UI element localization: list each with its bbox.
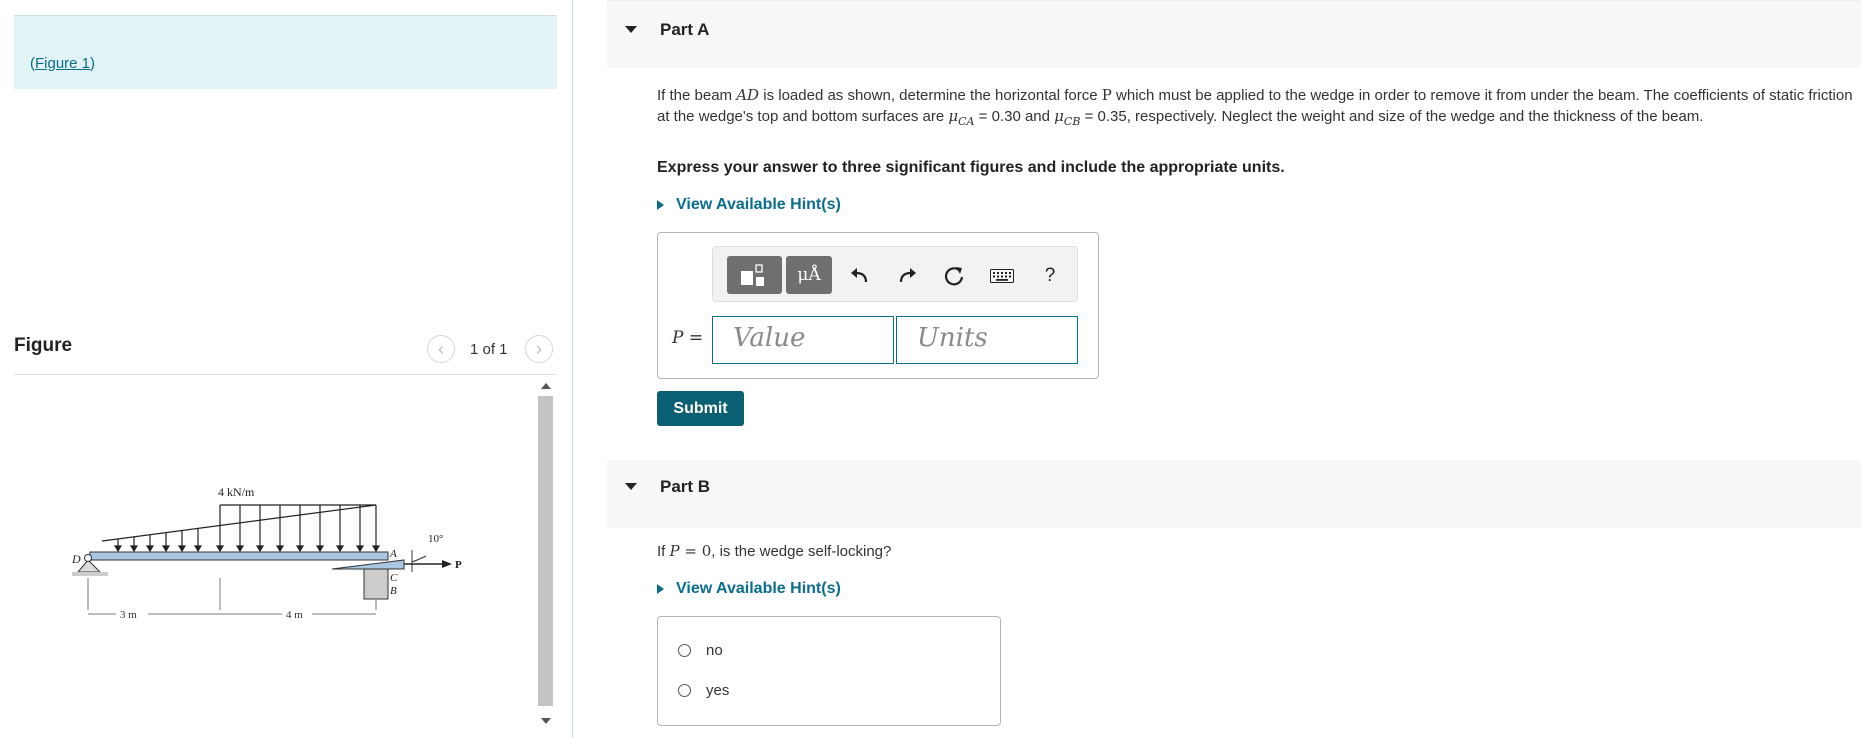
previous-figure-button[interactable]: [427, 335, 455, 363]
answer-label-text: P =: [672, 328, 704, 348]
pane-divider[interactable]: [572, 0, 573, 738]
math-P: P: [1101, 86, 1112, 104]
angle-label: 10°: [428, 533, 444, 545]
wedge: [332, 560, 404, 569]
beam-wedge-diagram: [70, 470, 490, 630]
figure-link-paren-open: (: [30, 55, 35, 72]
chevron-left-icon: ‹: [438, 338, 444, 359]
figure-link-paren-close: ): [90, 55, 96, 72]
option-label: yes: [706, 682, 730, 699]
part-b-header[interactable]: [607, 460, 1861, 528]
redo-button[interactable]: [893, 262, 921, 290]
collapse-caret-icon[interactable]: [625, 26, 637, 33]
beam-AD: [90, 552, 388, 560]
figure-title: Figure: [14, 335, 73, 356]
option-no[interactable]: [678, 642, 723, 659]
hint-label: View Available Hint(s): [676, 196, 841, 213]
point-B-label: B: [390, 585, 397, 597]
units-button[interactable]: [786, 256, 832, 294]
part-b-question: [657, 542, 891, 560]
dimension-3m: 3 m: [120, 609, 137, 621]
keyboard-icon: [990, 269, 1014, 283]
radio-icon[interactable]: [678, 684, 691, 697]
templates-button[interactable]: [727, 256, 782, 294]
part-a-problem-text: [657, 85, 1857, 132]
distributed-load-arrows: [102, 505, 379, 551]
options-box: [657, 616, 1001, 726]
next-figure-button[interactable]: [525, 335, 553, 363]
part-a-header[interactable]: [607, 0, 1861, 68]
part-b-title: Part B: [660, 477, 711, 496]
reset-button[interactable]: [940, 262, 968, 290]
math-mu: μ: [948, 107, 959, 125]
question-text: , is the wedge self-locking?: [711, 543, 892, 560]
question-text: If: [657, 543, 670, 560]
math-subscript-CA: CA: [958, 115, 975, 128]
problem-text: is loaded as shown, determine the horizontal force: [759, 87, 1102, 104]
point-C-label: C: [390, 572, 398, 584]
point-A-label: A: [390, 548, 397, 560]
value-input[interactable]: Value: [712, 316, 894, 364]
expand-triangle-icon: [657, 200, 664, 210]
part-a-hint-toggle[interactable]: [657, 196, 841, 214]
submit-button[interactable]: Submit: [657, 391, 744, 426]
scroll-down-icon[interactable]: [541, 718, 551, 724]
load-label: 4 kN/m: [218, 485, 255, 499]
part-b-hint-toggle[interactable]: [657, 580, 841, 598]
option-yes[interactable]: [678, 682, 729, 699]
option-label: no: [706, 642, 723, 659]
force-P-arrow: [404, 560, 452, 568]
force-P-label: P: [455, 559, 462, 571]
math-value: = 0.35: [1080, 108, 1127, 125]
figure-counter: 1 of 1: [470, 341, 508, 358]
answer-instruction: Express your answer to three significant figures and include the appropriate units.: [657, 159, 1285, 176]
problem-text: , respectively. Neglect the weight and size of the wedge and the thickness of the beam.: [1126, 108, 1704, 125]
point-D-label: D: [72, 552, 81, 566]
support-block: [364, 569, 388, 599]
scroll-up-icon[interactable]: [541, 383, 551, 389]
radio-icon[interactable]: [678, 644, 691, 657]
help-icon: ?: [1044, 265, 1056, 286]
figure-divider: [14, 374, 557, 375]
problem-text: which must be applied to the wedge in order to remove it from under the beam. The coefficients of static friction at the wedge's top and bottom surfaces are: [657, 87, 1853, 125]
math-value: = 0: [679, 542, 712, 560]
templates-icon: [739, 263, 771, 287]
math-value: = 0.30: [974, 108, 1021, 125]
figure-link-wrapper: [30, 55, 95, 72]
part-a-title: Part A: [660, 20, 710, 39]
units-icon: μÅ: [797, 265, 821, 285]
math-subscript-CB: CB: [1063, 115, 1081, 128]
figure-link[interactable]: Figure 1: [35, 55, 91, 72]
problem-text: and: [1020, 108, 1055, 125]
undo-button[interactable]: [846, 262, 874, 290]
undo-icon: [850, 267, 870, 285]
units-input[interactable]: Units: [896, 316, 1078, 364]
figure-banner: [14, 15, 557, 89]
problem-text: If the beam: [657, 87, 737, 104]
keyboard-button[interactable]: [988, 262, 1016, 290]
math-mu: μ: [1054, 107, 1064, 125]
help-button[interactable]: [1036, 262, 1064, 290]
hint-label: View Available Hint(s): [676, 580, 841, 597]
dimension-4m: 4 m: [286, 609, 303, 621]
figure-scrollbar-thumb[interactable]: [538, 396, 553, 706]
reset-icon: [943, 265, 965, 287]
math-P: P: [669, 542, 680, 560]
answer-variable-label: [672, 328, 703, 348]
redo-icon: [897, 267, 917, 285]
expand-triangle-icon: [657, 584, 664, 594]
math-AD: AD: [736, 86, 760, 104]
angle-marker: [412, 550, 426, 572]
collapse-caret-icon[interactable]: [625, 483, 637, 490]
chevron-right-icon: ›: [536, 338, 542, 359]
